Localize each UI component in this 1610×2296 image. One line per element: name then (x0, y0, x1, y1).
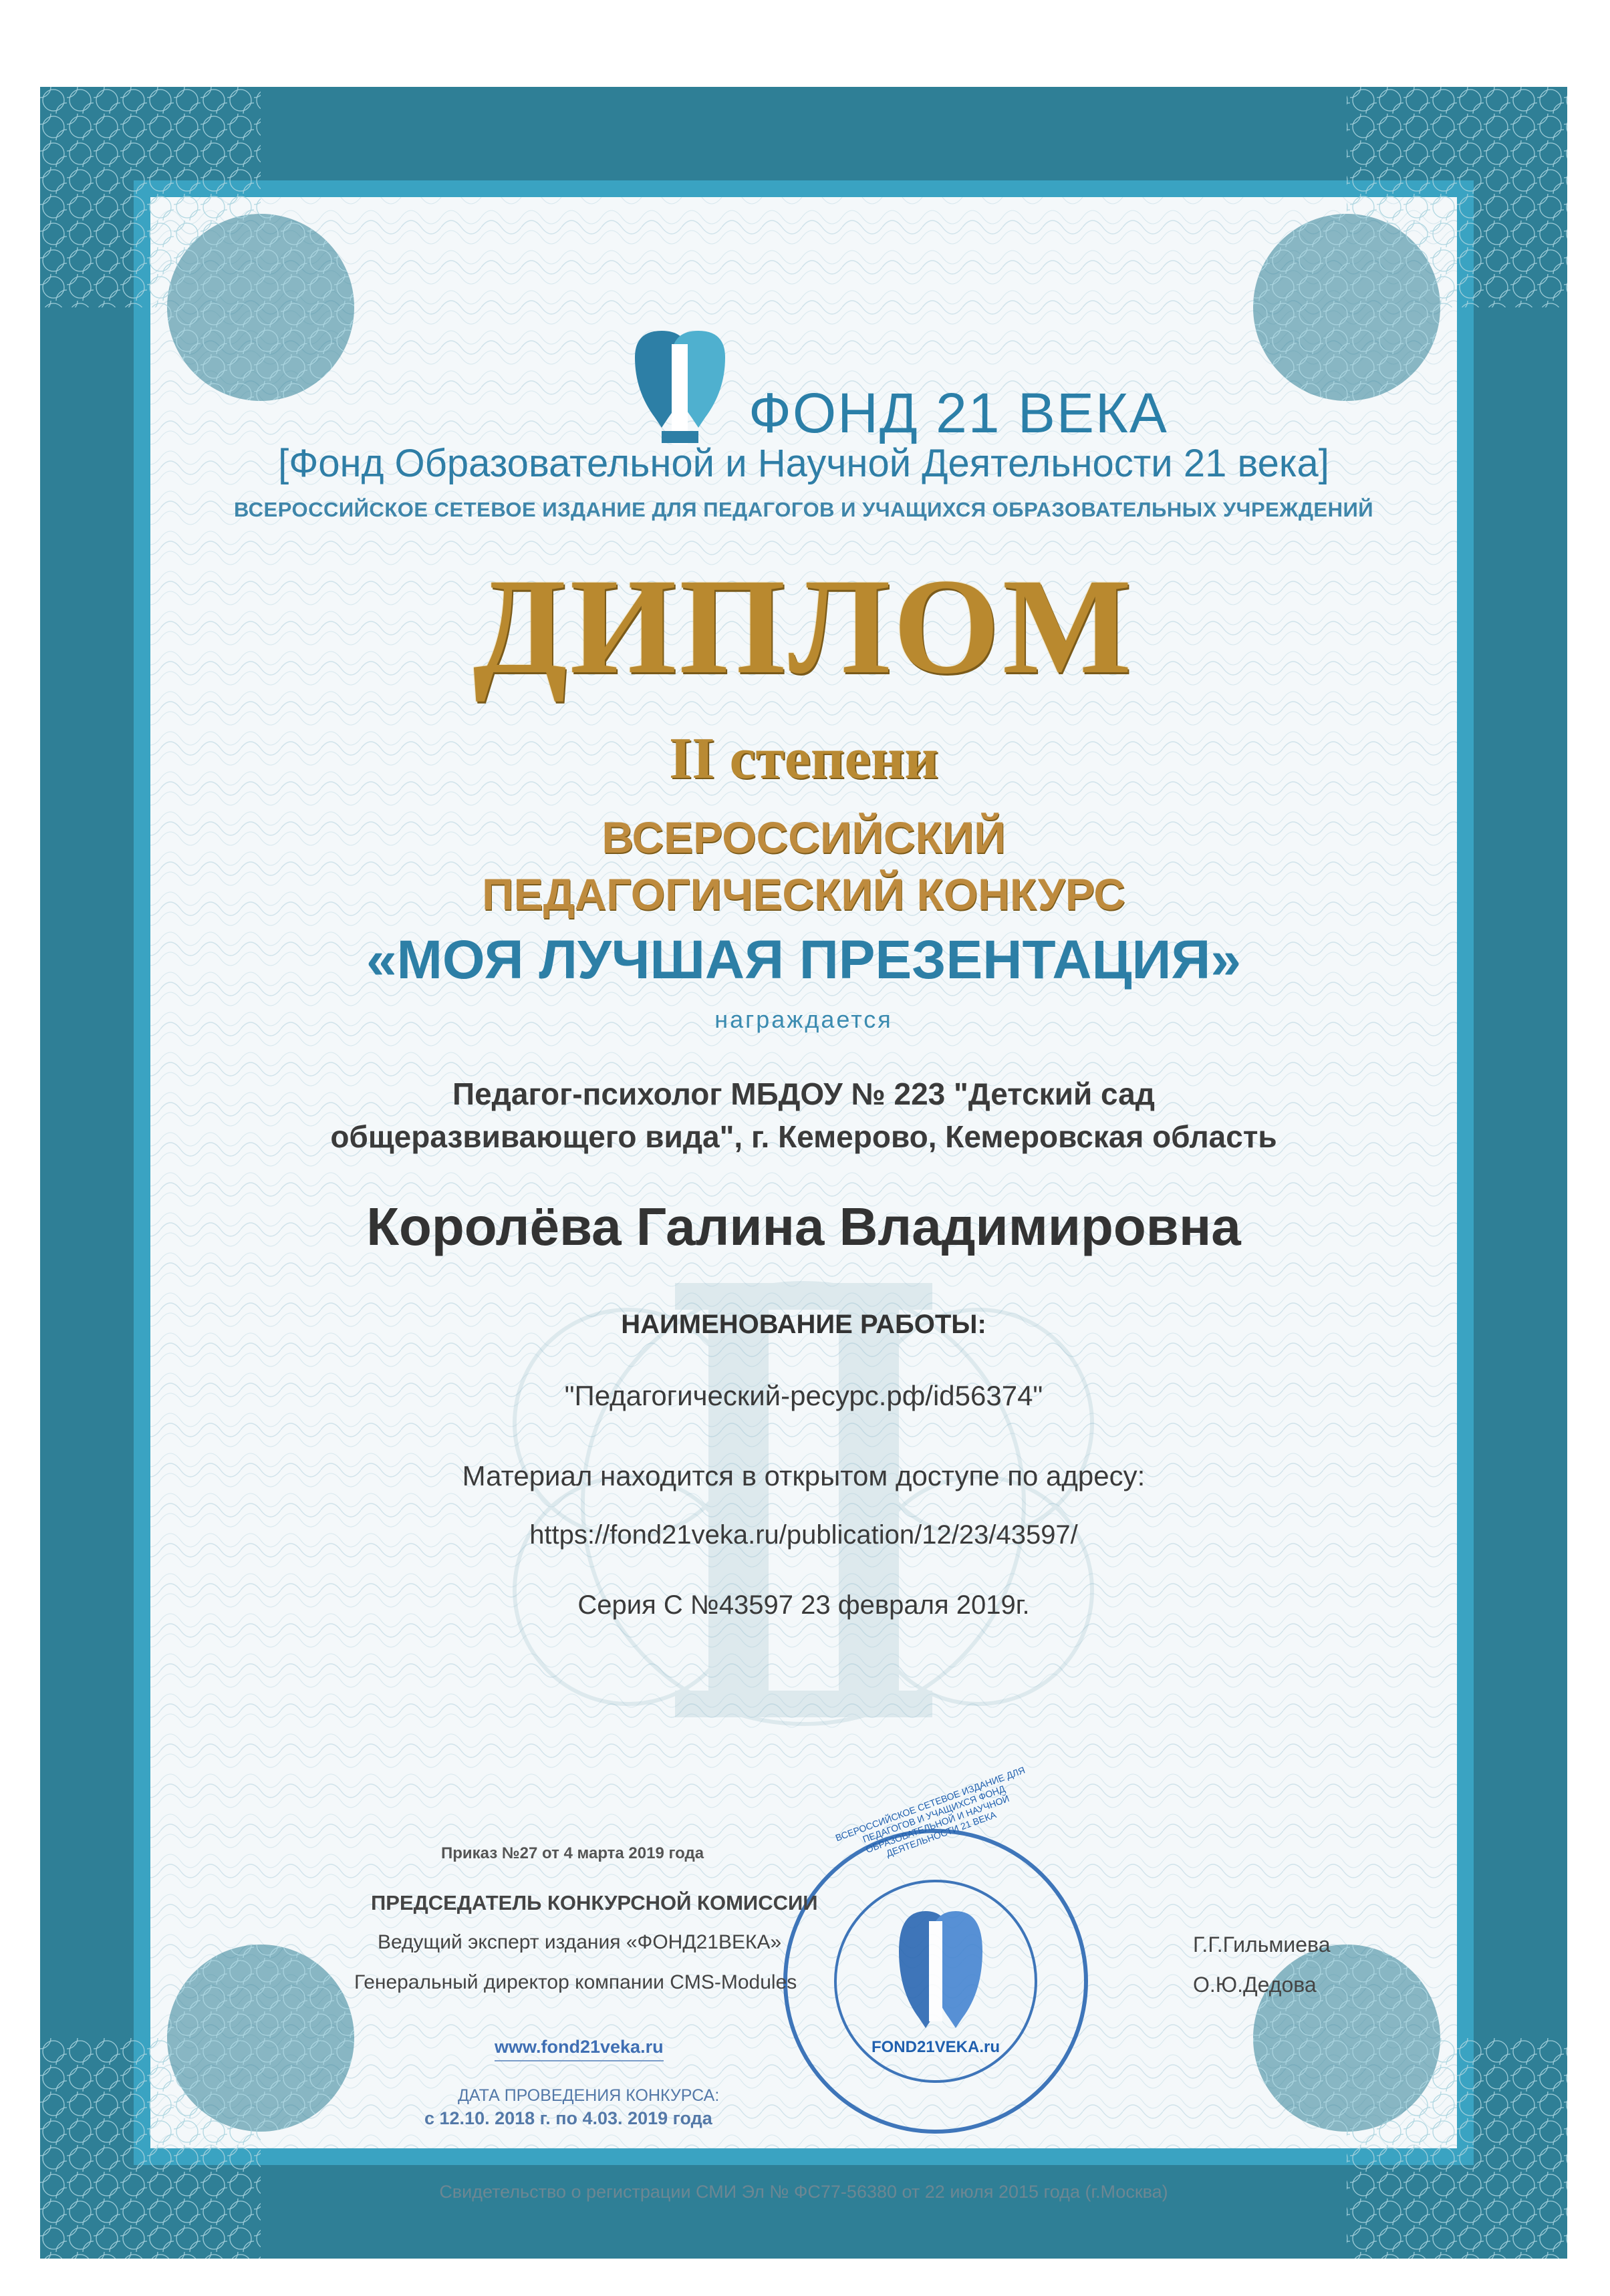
diploma-series: Серия С №43597 23 февраля 2019г. (577, 1590, 1030, 1620)
work-title: "Педагогический-ресурс.рф/id56374" (564, 1380, 1043, 1411)
contest-line-2: ПЕДАГОГИЧЕСКИЙ КОНКУРС (482, 869, 1125, 919)
contest-dates: с 12.10. 2018 г. по 4.03. 2019 года (424, 2108, 712, 2128)
recipient-name: Королёва Галина Владимировна (366, 1197, 1241, 1256)
publication-url: https://fond21veka.ru/publication/12/23/43597/ (529, 1520, 1078, 1550)
stamp-ring-text: ВСЕРОССИЙСКОЕ СЕТЕВОЕ ИЗДАНИЕ ДЛЯ ПЕДАГОГОВ И УЧАЩИХСЯ ФОНД ОБРАЗОВАТЕЛЬНОЙ И НАУЧНОЙ ДЕЯТЕЛЬНОСТИ 21 ВЕКА (833, 1764, 1027, 1859)
chairman-label: ПРЕДСЕДАТЕЛЬ КОНКУРСНОЙ КОМИССИИ (371, 1891, 818, 1914)
diploma-title: ДИПЛОМ (473, 551, 1135, 702)
website-label: www.fond21veka.ru (495, 2037, 664, 2061)
expert-name: Г.Г.Гильмиева (1193, 1932, 1331, 1957)
recipient-position-line-1: Педагог-психолог МБДОУ № 223 "Детский сад (452, 1077, 1155, 1111)
director-name: О.Ю.Дедова (1193, 1973, 1317, 1997)
recipient-position (40, 1072, 1567, 1158)
contest-dates-label: ДАТА ПРОВЕДЕНИЯ КОНКУРСА: (458, 2086, 720, 2105)
registration-text: Свидетельство о регистрации СМИ Эл № ФС77-56380 от 22 июля 2015 года (г.Москва) (439, 2182, 1168, 2202)
material-availability-text: Материал находится в открытом доступе по адресу: (462, 1460, 1146, 1491)
recipient-position-line-2: общеразвивающего вида", г. Кемерово, Кемеровская область (330, 1119, 1277, 1154)
diploma-certificate (40, 87, 1567, 2259)
organization-subtitle: ВСЕРОССИЙСКОЕ СЕТЕВОЕ ИЗДАНИЕ ДЛЯ ПЕДАГОГОВ И УЧАЩИХСЯ ОБРАЗОВАТЕЛЬНЫХ УЧРЕЖДЕНИЙ (233, 498, 1374, 521)
contest-line-1: ВСЕРОССИЙСКИЙ (601, 813, 1006, 862)
diploma-degree: II степени (668, 726, 938, 791)
organization-full-name: [Фонд Образовательной и Научной Деятельности 21 века] (278, 442, 1329, 485)
director-label: Генеральный директор компании CMS-Modules (354, 1971, 797, 1993)
work-heading: НАИМЕНОВАНИЕ РАБОТЫ: (621, 1310, 986, 1339)
order-number: Приказ №27 от 4 марта 2019 года (441, 1844, 704, 1862)
stamp-center-text: FOND21VEKA.ru (871, 2038, 1000, 2056)
contest-name: «МОЯ ЛУЧШАЯ ПРЕЗЕНТАЦИЯ» (366, 929, 1241, 990)
awarded-label: награждается (714, 1006, 893, 1033)
brand-name: ФОНД 21 ВЕКА (749, 382, 1168, 444)
expert-label: Ведущий эксперт издания «ФОНД21ВЕКА» (378, 1931, 782, 1953)
